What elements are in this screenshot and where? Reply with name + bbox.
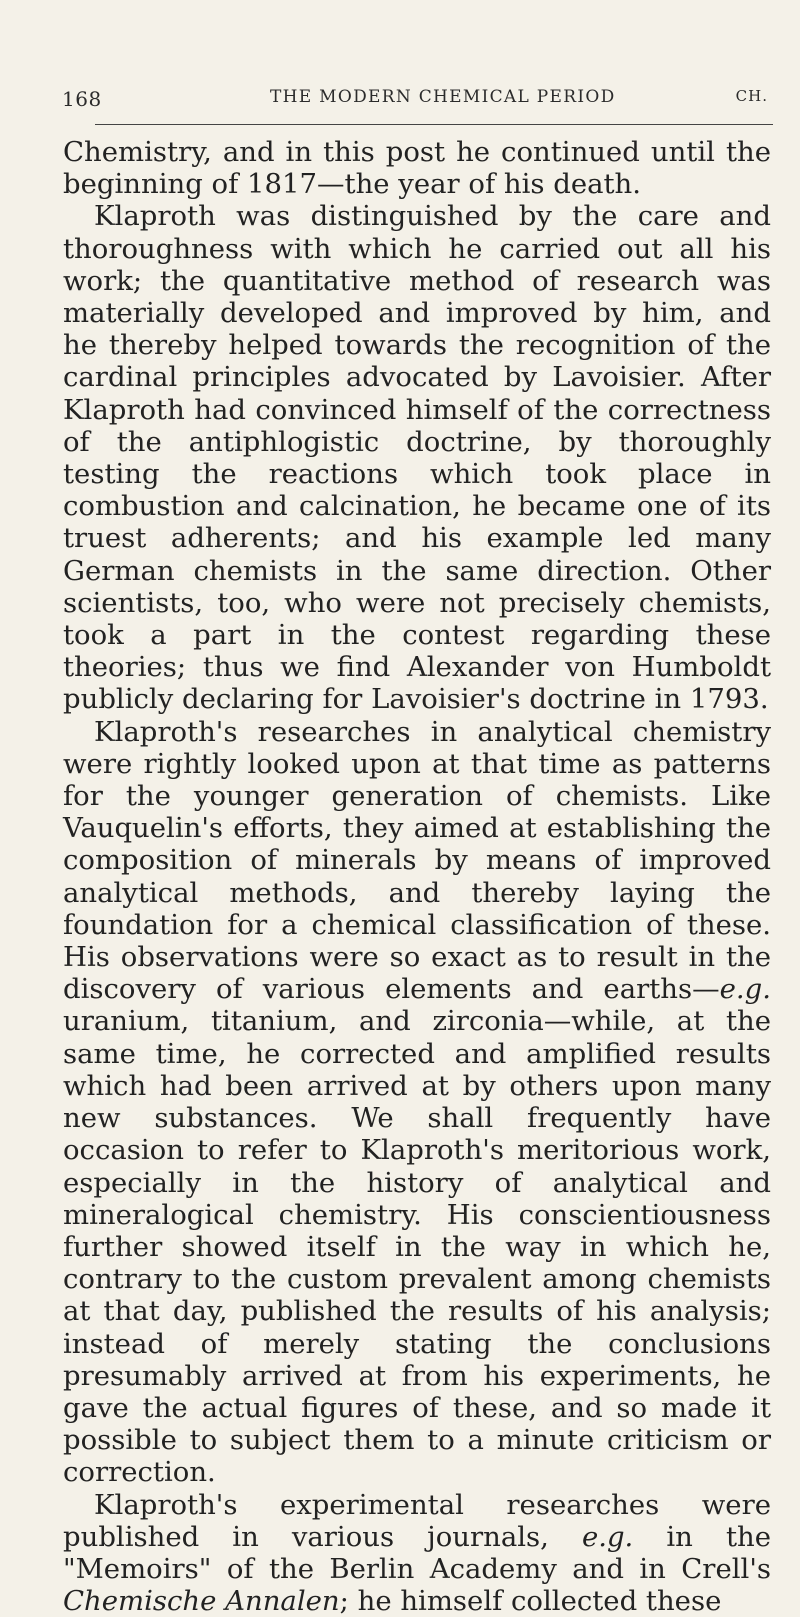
paragraph-2-text: Klaproth was distinguished by the care and thoroughness with which he carried out all his work; the quantitative method of research was materially developed and improved by him, and he thereby helped towards the recognition of the cardinal principles advocated by Lavoisier. After Klaproth had convinced himself of the correctness of the antiphlogistic doctrine, by thoroughly testing the reactions which took place in combustion and calcination, he became one of its truest adherents; and his example led many German chemists in the same direction. Other scientists, too, who were not precisely chemists, took a part in the contest regarding these theories; thus we find Alexander von Humboldt publicly declaring for Lavoisier's doctrine in 1793. — [63, 200, 771, 716]
paragraph-1-text: Chemistry, and in this post he continued until the beginning of 1817—the year of his death. — [63, 136, 771, 201]
paragraph-3-emphasis: e.g. — [719, 973, 771, 1006]
page-number: 168 — [62, 87, 102, 111]
paragraph-4 — [63, 1489, 771, 1617]
paragraph-3-text-end: uranium, titanium, and zirconia—while, at the same time, he corrected and amplified results which had been arrived at by others upon many new substances. We shall frequently have occasion to refer to Klaproth's meritorious work, especially in the history of analytical and mineralogical chemistry. His conscientiousness further showed itself in the way in which he, contrary to the custom prevalent among chemists at that day, published the results of his analysis; instead of merely stating the conclusions presumably arrived at from his experiments, he gave the actual figures of these, and so made it possible to subject them to a minute criticism or correction. — [63, 1005, 771, 1489]
paragraph-4-text-start: Klaproth's experimental researches were published in various journals, — [63, 1488, 771, 1553]
paragraph-3-text-start: Klaproth's researches in analytical chemistry were rightly looked upon at that time as patterns for the younger generation of chemists. Like Vauquelin's efforts, they aimed at establishing the composition of minerals by means of improved analytical methods, and thereby laying the foundation for a chemical classification of these. His observations were so exact as to result in the discovery of various elements and earths— — [63, 715, 771, 1006]
running-head — [62, 87, 768, 117]
body-text — [63, 136, 771, 1617]
header-rule — [95, 124, 773, 125]
paragraph-4-text-middle: in the "Memoirs" of the Berlin Academy and in Crell's — [63, 1520, 771, 1585]
running-title: THE MODERN CHEMICAL PERIOD — [270, 87, 616, 107]
paragraph-4-text-end: ; he himself collected these — [339, 1585, 722, 1617]
paragraph-4-journal-title: Chemische Annalen — [63, 1585, 340, 1617]
paragraph-4-emphasis: e.g. — [581, 1520, 634, 1553]
paragraph-2 — [63, 200, 771, 715]
paragraph-1 — [63, 136, 771, 200]
paragraph-3 — [63, 716, 771, 1489]
chapter-abbreviation: CH. — [735, 87, 768, 105]
